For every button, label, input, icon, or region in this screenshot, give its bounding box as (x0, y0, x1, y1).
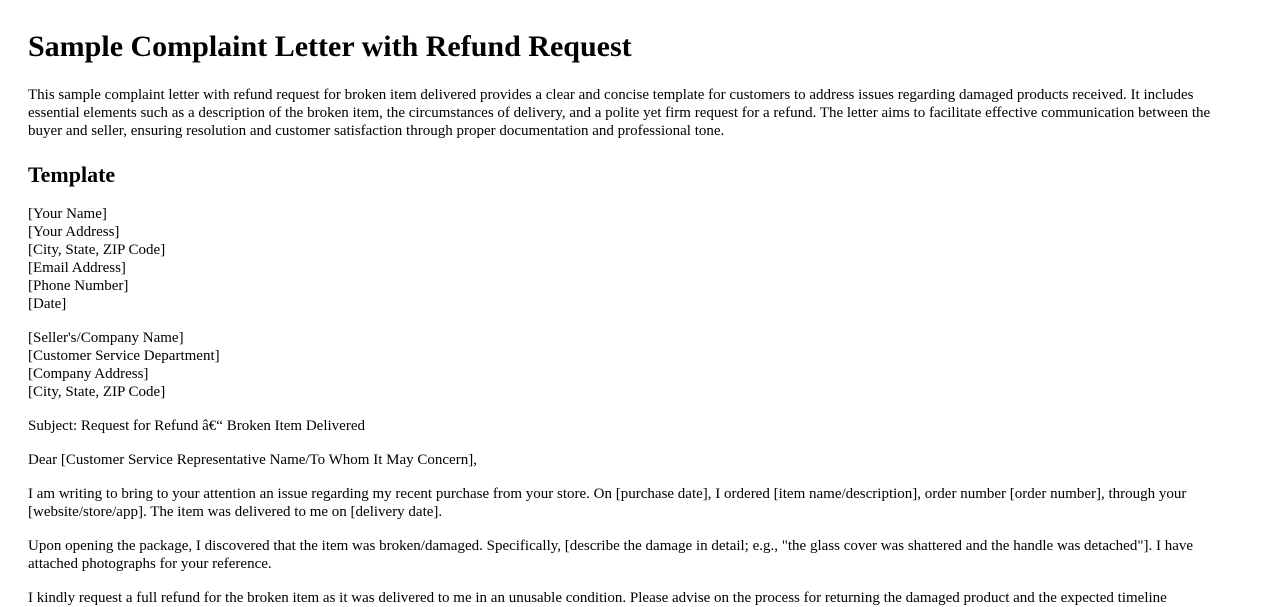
sender-name: [Your Name] (28, 206, 107, 222)
body-paragraph: Upon opening the package, I discovered that the item was broken/damaged. Specifically, [describe the damage in detail; e.g., "the glass cover was shattered and the handle was detached"]. I have attached photographs for your reference. (28, 538, 1194, 572)
sender-block (28, 205, 1250, 313)
sender-date: [Date] (28, 296, 67, 312)
sender-email: [Email Address] (28, 260, 126, 276)
page-title: Sample Complaint Letter with Refund Request (28, 30, 632, 63)
recipient-block (28, 329, 1250, 401)
subject-line: Subject: Request for Refund â€“ Broken Item Delivered (28, 418, 365, 434)
template-heading: Template (28, 162, 116, 187)
sender-city: [City, State, ZIP Code] (28, 242, 166, 258)
body-paragraph: I kindly request a full refund for the broken item as it was delivered to me in an unusable condition. Please advise on the process for returning the damaged product and the expected timeline (28, 590, 1167, 606)
recipient-address: [Company Address] (28, 366, 149, 382)
body-paragraph: I am writing to bring to your attention an issue regarding my recent purchase from your store. On [purchase date], I ordered [item name/description], order number [order number], through your [website/store/app]. The item was delivered to me on [delivery date]. (28, 486, 1187, 520)
recipient-city: [City, State, ZIP Code] (28, 384, 166, 400)
recipient-department: [Customer Service Department] (28, 348, 220, 364)
recipient-company: [Seller's/Company Name] (28, 330, 184, 346)
sender-address: [Your Address] (28, 224, 120, 240)
sender-phone: [Phone Number] (28, 278, 129, 294)
intro-paragraph: This sample complaint letter with refund request for broken item delivered provides a clear and concise template for customers to address issues regarding damaged products received. It includes essential elements such as a description of the broken item, the circumstances of delivery, and a polite yet firm request for a refund. The letter aims to facilitate effective communication between the buyer and seller, ensuring resolution and customer satisfaction through proper documentation and professional tone. (28, 87, 1211, 139)
salutation: Dear [Customer Service Representative Name/To Whom It May Concern], (28, 452, 477, 468)
